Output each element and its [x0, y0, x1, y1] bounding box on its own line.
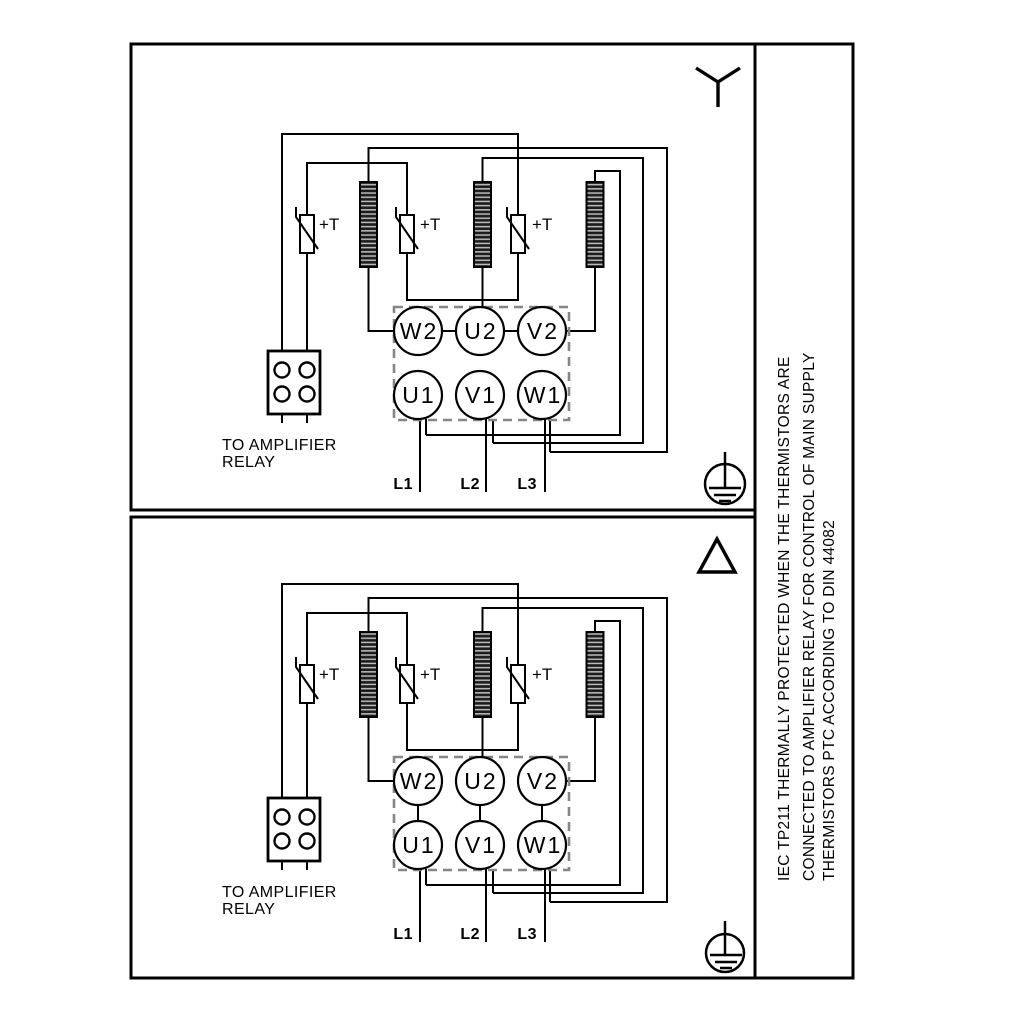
- supply-l3-label: L3: [517, 926, 537, 943]
- relay-pin: [275, 387, 290, 402]
- relay-caption-line2: RELAY: [222, 901, 276, 918]
- supply-l2-label: L2: [460, 926, 480, 943]
- amplifier-relay-connector: [222, 351, 337, 471]
- supply-l3-label: L3: [517, 476, 537, 493]
- relay-connector-box: [268, 798, 320, 861]
- terminal-v1-label: V1: [464, 382, 498, 408]
- terminal-w1-label: W1: [523, 382, 563, 408]
- winding-coil-1: [360, 632, 377, 717]
- terminal-u1-label: U1: [402, 382, 436, 408]
- relay-caption-line2: RELAY: [222, 454, 276, 471]
- supply-line-labels: [393, 926, 537, 943]
- thermistor-2-label: +T: [420, 215, 441, 234]
- ptc-thermistors: [296, 657, 552, 703]
- winding-coil-2: [474, 182, 491, 267]
- relay-pin: [300, 834, 315, 849]
- relay-pin: [300, 363, 315, 378]
- supply-l2-label: L2: [460, 476, 480, 493]
- thermistor1-to-thermistor2-wire: [307, 613, 407, 665]
- terminal-v1-label: V1: [464, 832, 498, 858]
- earth-ground-symbol: [705, 452, 745, 504]
- terminal-w2-label: W2: [399, 318, 439, 344]
- relay-pin: [275, 834, 290, 849]
- relay-pin: [275, 810, 290, 825]
- terminal-u1-label: U1: [402, 832, 436, 858]
- thermistor-1-label: +T: [319, 215, 340, 234]
- relay-connector-box: [268, 351, 320, 414]
- relay-caption-line1: TO AMPLIFIER: [222, 884, 337, 901]
- side-note-text: [776, 352, 838, 881]
- thermistor-3-label: +T: [532, 215, 553, 234]
- delta-connection-diagram: [222, 539, 744, 972]
- thermistor-3-label: +T: [532, 665, 553, 684]
- winding-coil-2: [474, 632, 491, 717]
- thermistor-1-label: +T: [319, 665, 340, 684]
- side-note-line2: CONNECTED TO AMPLIFIER RELAY FOR CONTROL OF MAIN SUPPLY: [801, 352, 818, 881]
- relay-pin: [300, 810, 315, 825]
- winding-coil-1: [360, 182, 377, 267]
- terminal-u2-label: U2: [464, 768, 498, 794]
- supply-l1-label: L1: [393, 926, 413, 943]
- motor-winding-coils: [360, 632, 604, 717]
- earth-ground-symbol: [706, 921, 744, 972]
- delta-symbol-icon: [699, 539, 735, 572]
- motor-winding-coils: [360, 182, 604, 267]
- terminal-board: [394, 307, 569, 420]
- thermistor1-to-thermistor2-wire: [307, 163, 407, 215]
- winding-coil-3: [587, 632, 604, 717]
- terminal-w2-label: W2: [399, 768, 439, 794]
- side-note-line1: IEC TP211 THERMALLY PROTECTED WHEN THE THERMISTORS ARE: [776, 356, 793, 881]
- ptc-thermistors: [296, 207, 552, 253]
- supply-l1-label: L1: [393, 476, 413, 493]
- terminal-w1-label: W1: [523, 832, 563, 858]
- winding-coil-3: [587, 182, 604, 267]
- star-symbol-icon: [696, 68, 740, 107]
- terminal-v2-label: V2: [526, 768, 560, 794]
- supply-line-labels: [393, 476, 537, 493]
- side-note-line3: THERMISTORS PTC ACCORDING TO DIN 44082: [821, 519, 838, 881]
- delta-bridge-links: [418, 805, 542, 821]
- relay-caption-line1: TO AMPLIFIER: [222, 437, 337, 454]
- terminal-v2-label: V2: [526, 318, 560, 344]
- terminal-u2-label: U2: [464, 318, 498, 344]
- amplifier-relay-connector: [222, 798, 337, 918]
- star-connection-diagram: [222, 68, 745, 504]
- thermistor2-to-thermistor3-wire: [407, 253, 518, 300]
- thermistor-2-label: +T: [420, 665, 441, 684]
- relay-pin: [300, 387, 315, 402]
- relay-pin: [275, 363, 290, 378]
- thermistor2-to-thermistor3-wire: [407, 703, 518, 750]
